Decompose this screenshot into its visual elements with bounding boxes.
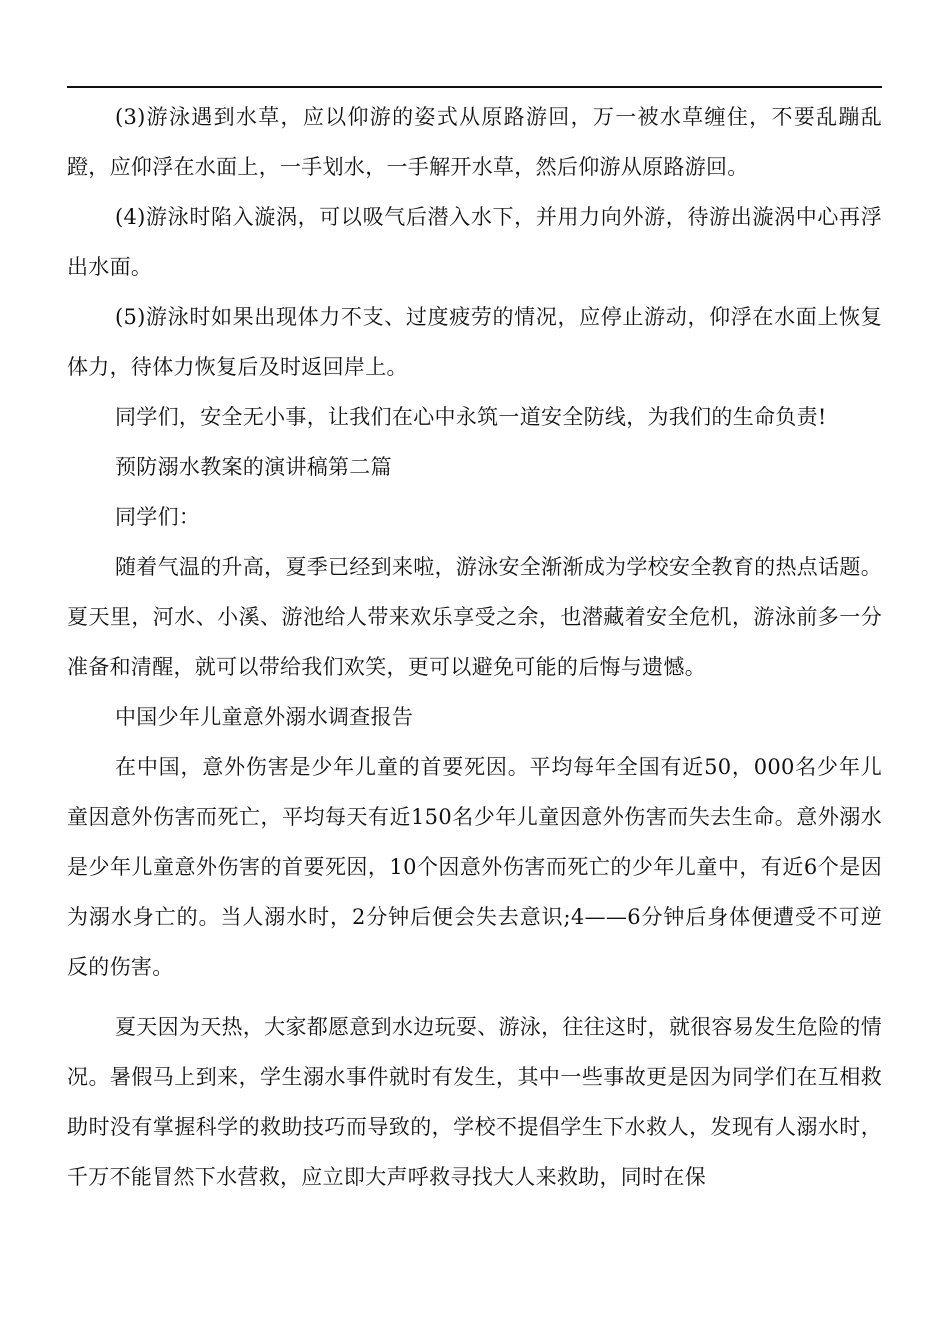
section-title-second: 预防溺水教案的演讲稿第二篇 [115,455,392,479]
paragraph-waterweed: (3)游泳遇到水草，应以仰游的姿式从原路游回，万一被水草缠住，不要乱蹦乱蹬，应仰浮在水面上，一手划水，一手解开水草，然后仰游从原路游回。 [67,105,882,179]
document-body [67,92,882,1202]
paragraph-summer: 夏天因为天热，大家都愿意到水边玩耍、游泳，往往这时，就很容易发生危险的情况。暑假马上到来，学生溺水事件就时有发生，其中一些事故更是因为同学们在互相救助时没有掌握科学的救助技巧而导致的，学校不提倡学生下水救人，发现有人溺水时，千万不能冒然下水营救，应立即大声呼救寻找大人来救助，同时在保 [67,1015,882,1189]
section-title-report: 中国少年儿童意外溺水调查报告 [115,705,414,729]
paragraph-closing: 同学们，安全无小事，让我们在心中永筑一道安全防线，为我们的生命负责! [115,405,827,429]
header-rule [67,86,882,88]
paragraph-intro: 随着气温的升高，夏季已经到来啦，游泳安全渐渐成为学校安全教育的热点话题。夏天里，河水、小溪、游池给人带来欢乐享受之余，也潜藏着安全危机，游泳前多一分准备和清醒，就可以带给我们欢笑，更可以避免可能的后悔与遗憾。 [67,555,882,679]
paragraph-fatigue: (5)游泳时如果出现体力不支、过度疲劳的情况，应停止游动，仰浮在水面上恢复体力，待体力恢复后及时返回岸上。 [67,305,882,379]
paragraph-whirlpool: (4)游泳时陷入漩涡，可以吸气后潜入水下，并用力向外游，待游出漩涡中心再浮出水面。 [67,205,882,279]
paragraph-statistics: 在中国，意外伤害是少年儿童的首要死因。平均每年全国有近50，000名少年儿童因意外伤害而死亡，平均每天有近150名少年儿童因意外伤害而失去生命。意外溺水是少年儿童意外伤害的首要死因，10个因意外伤害而死亡的少年儿童中，有近6个是因为溺水身亡的。当人溺水时，2分钟后便会失去意识;4——6分钟后身体便遭受不可逆反的伤害。 [67,755,882,979]
paragraph-greeting: 同学们： [115,505,201,529]
